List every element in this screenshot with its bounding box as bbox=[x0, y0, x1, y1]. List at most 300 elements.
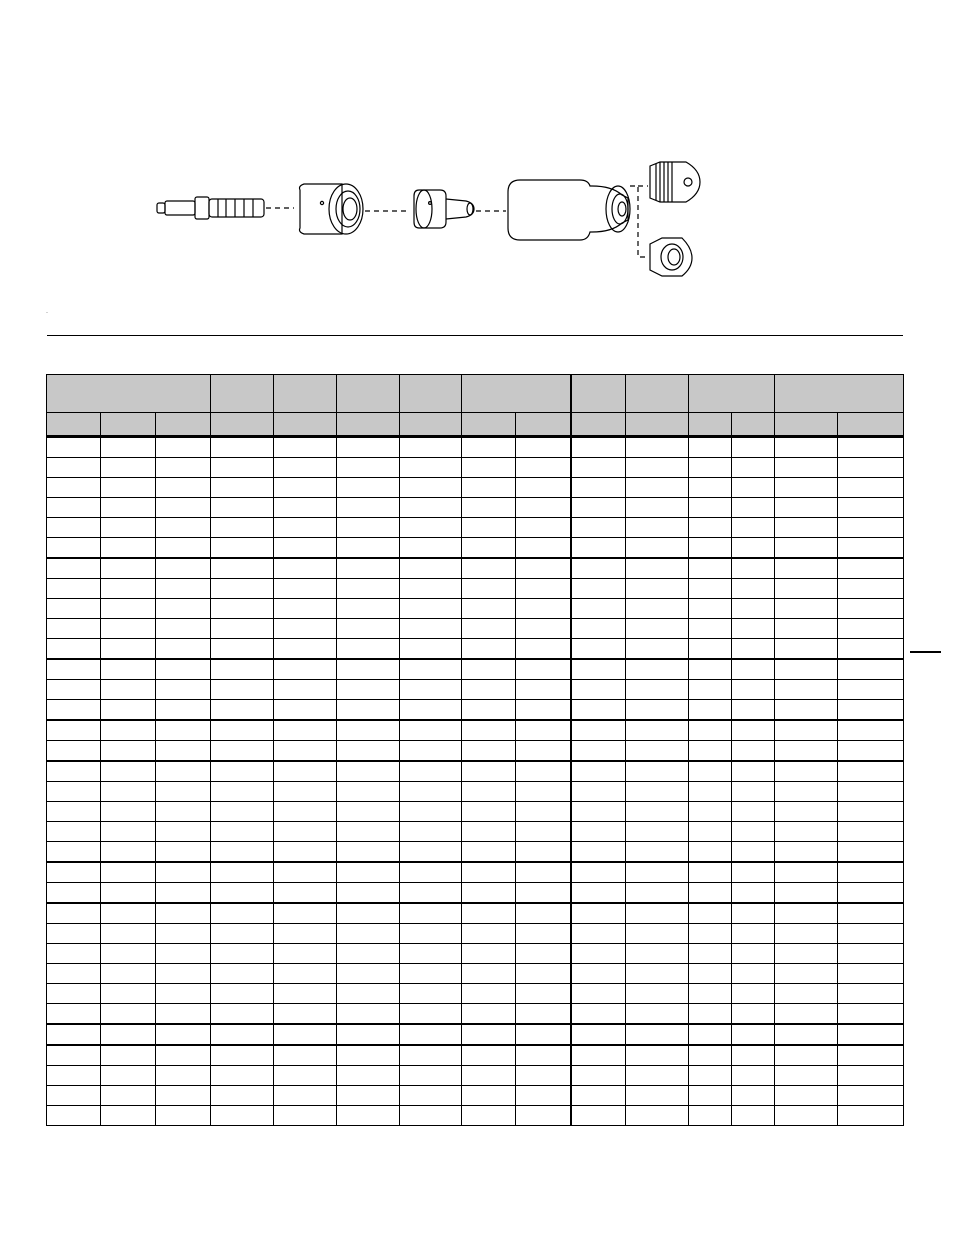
table-cell bbox=[47, 741, 101, 762]
table-cell bbox=[211, 458, 274, 478]
table-cell bbox=[462, 518, 516, 538]
table-cell bbox=[462, 538, 516, 559]
table-cell bbox=[47, 558, 101, 579]
table-cell bbox=[337, 680, 400, 700]
table-cell bbox=[732, 1086, 775, 1106]
table-cell bbox=[626, 498, 689, 518]
table-cell bbox=[732, 458, 775, 478]
table-cell bbox=[626, 1066, 689, 1086]
table-cell bbox=[337, 579, 400, 599]
table-cell bbox=[400, 700, 462, 721]
table-cell bbox=[274, 1066, 337, 1086]
table-cell bbox=[775, 944, 838, 964]
table-cell bbox=[274, 842, 337, 863]
table-cell bbox=[571, 599, 626, 619]
table-cell bbox=[101, 518, 156, 538]
table-cell bbox=[775, 720, 838, 741]
table-cell bbox=[47, 761, 101, 782]
table-cell bbox=[571, 944, 626, 964]
table-cell bbox=[689, 518, 732, 538]
table-cell bbox=[400, 862, 462, 883]
table-cell bbox=[337, 924, 400, 944]
table-cell bbox=[571, 984, 626, 1004]
table-cell bbox=[516, 478, 571, 498]
table-cell bbox=[337, 822, 400, 842]
table-cell bbox=[516, 498, 571, 518]
table-cell bbox=[274, 1045, 337, 1066]
table-cell bbox=[400, 579, 462, 599]
table-cell bbox=[101, 782, 156, 802]
table-cell bbox=[47, 518, 101, 538]
table-cell bbox=[516, 761, 571, 782]
table-row bbox=[47, 498, 904, 518]
table-cell bbox=[156, 659, 211, 680]
table-cell bbox=[400, 538, 462, 559]
subheader-cell bbox=[400, 413, 462, 437]
table-cell bbox=[400, 924, 462, 944]
table-cell bbox=[838, 903, 904, 924]
table-cell bbox=[274, 862, 337, 883]
table-cell bbox=[516, 639, 571, 660]
table-cell bbox=[462, 984, 516, 1004]
page-dot-mark: · bbox=[46, 310, 48, 316]
header-cell bbox=[400, 375, 462, 413]
table-cell bbox=[47, 822, 101, 842]
table-cell bbox=[462, 924, 516, 944]
table-cell bbox=[156, 518, 211, 538]
table-row bbox=[47, 1066, 904, 1086]
table-cell bbox=[462, 599, 516, 619]
table-cell bbox=[775, 842, 838, 863]
table-cell bbox=[47, 883, 101, 904]
table-cell bbox=[400, 599, 462, 619]
table-cell bbox=[626, 659, 689, 680]
table-cell bbox=[775, 538, 838, 559]
table-row bbox=[47, 538, 904, 559]
table-cell bbox=[400, 984, 462, 1004]
table-cell bbox=[571, 538, 626, 559]
table-cell bbox=[274, 700, 337, 721]
table-cell bbox=[101, 842, 156, 863]
table-cell bbox=[626, 741, 689, 762]
table-cell bbox=[274, 538, 337, 559]
table-cell bbox=[516, 538, 571, 559]
table-row bbox=[47, 659, 904, 680]
table-cell bbox=[838, 761, 904, 782]
subheader-cell bbox=[101, 413, 156, 437]
table-cell bbox=[400, 720, 462, 741]
table-cell bbox=[337, 659, 400, 680]
table-cell bbox=[626, 458, 689, 478]
table-cell bbox=[516, 924, 571, 944]
table-cell bbox=[337, 903, 400, 924]
table-cell bbox=[400, 498, 462, 518]
table-cell bbox=[775, 822, 838, 842]
table-cell bbox=[211, 619, 274, 639]
subheader-cell bbox=[689, 413, 732, 437]
table-cell bbox=[274, 1106, 337, 1126]
subheader-cell bbox=[838, 413, 904, 437]
table-cell bbox=[775, 1086, 838, 1106]
electrode-illustration bbox=[157, 197, 264, 219]
table-cell bbox=[337, 599, 400, 619]
table-row bbox=[47, 1086, 904, 1106]
table-cell bbox=[211, 741, 274, 762]
table-cell bbox=[101, 984, 156, 1004]
table-cell bbox=[400, 822, 462, 842]
table-cell bbox=[462, 1066, 516, 1086]
table-cell bbox=[626, 903, 689, 924]
subheader-cell bbox=[47, 413, 101, 437]
table-cell bbox=[516, 1045, 571, 1066]
table-cell bbox=[838, 619, 904, 639]
table-cell bbox=[337, 1024, 400, 1045]
table-row bbox=[47, 944, 904, 964]
table-cell bbox=[211, 944, 274, 964]
table-cell bbox=[626, 599, 689, 619]
table-cell bbox=[462, 964, 516, 984]
table-cell bbox=[732, 741, 775, 762]
table-cell bbox=[101, 903, 156, 924]
table-cell bbox=[211, 478, 274, 498]
table-cell bbox=[337, 1066, 400, 1086]
table-cell bbox=[775, 862, 838, 883]
table-cell bbox=[689, 822, 732, 842]
table-cell bbox=[400, 1106, 462, 1126]
table-cell bbox=[775, 680, 838, 700]
table-row bbox=[47, 822, 904, 842]
table-cell bbox=[838, 924, 904, 944]
table-cell bbox=[775, 659, 838, 680]
table-cell bbox=[400, 944, 462, 964]
subheader-cell bbox=[732, 413, 775, 437]
table-cell bbox=[516, 984, 571, 1004]
table-cell bbox=[689, 1045, 732, 1066]
table-row bbox=[47, 680, 904, 700]
table-cell bbox=[400, 741, 462, 762]
table-cell bbox=[211, 822, 274, 842]
table-cell bbox=[400, 619, 462, 639]
table-row bbox=[47, 619, 904, 639]
table-cell bbox=[337, 741, 400, 762]
table-cell bbox=[732, 1066, 775, 1086]
table-cell bbox=[626, 437, 689, 458]
table-cell bbox=[211, 518, 274, 538]
table-row bbox=[47, 599, 904, 619]
table-cell bbox=[462, 558, 516, 579]
table-row bbox=[47, 883, 904, 904]
table-cell bbox=[337, 944, 400, 964]
table-cell bbox=[156, 1106, 211, 1126]
table-cell bbox=[337, 478, 400, 498]
table-cell bbox=[274, 924, 337, 944]
table-cell bbox=[516, 842, 571, 863]
table-cell bbox=[101, 599, 156, 619]
table-cell bbox=[462, 720, 516, 741]
table-cell bbox=[732, 842, 775, 863]
table-cell bbox=[775, 518, 838, 538]
table-cell bbox=[689, 538, 732, 559]
table-cell bbox=[838, 1004, 904, 1025]
table-row bbox=[47, 458, 904, 478]
table-cell bbox=[400, 842, 462, 863]
table-cell bbox=[400, 761, 462, 782]
table-cell bbox=[571, 782, 626, 802]
table-cell bbox=[626, 478, 689, 498]
table-row bbox=[47, 984, 904, 1004]
table-cell bbox=[838, 659, 904, 680]
table-cell bbox=[689, 579, 732, 599]
table-cell bbox=[337, 883, 400, 904]
table-cell bbox=[732, 903, 775, 924]
table-cell bbox=[689, 984, 732, 1004]
table-row bbox=[47, 1045, 904, 1066]
subheader-cell bbox=[626, 413, 689, 437]
table-cell bbox=[156, 680, 211, 700]
table-cell bbox=[400, 680, 462, 700]
table-cell bbox=[211, 700, 274, 721]
table-cell bbox=[400, 558, 462, 579]
table-cell bbox=[211, 680, 274, 700]
table-cell bbox=[775, 579, 838, 599]
table-cell bbox=[101, 862, 156, 883]
table-cell bbox=[211, 802, 274, 822]
table-cell bbox=[838, 782, 904, 802]
table-cell bbox=[101, 659, 156, 680]
table-cell bbox=[571, 862, 626, 883]
header-cell bbox=[689, 375, 775, 413]
table-cell bbox=[689, 1024, 732, 1045]
table-cell bbox=[156, 1086, 211, 1106]
table-cell bbox=[337, 639, 400, 660]
table-cell bbox=[775, 924, 838, 944]
table-cell bbox=[775, 558, 838, 579]
table-cell bbox=[400, 883, 462, 904]
table-cell bbox=[337, 802, 400, 822]
table-cell bbox=[626, 700, 689, 721]
table-cell bbox=[838, 1045, 904, 1066]
table-cell bbox=[400, 437, 462, 458]
table-cell bbox=[156, 1024, 211, 1045]
table-cell bbox=[47, 437, 101, 458]
header-cell bbox=[337, 375, 400, 413]
table-cell bbox=[516, 720, 571, 741]
table-cell bbox=[400, 802, 462, 822]
table-cell bbox=[838, 599, 904, 619]
table-cell bbox=[775, 639, 838, 660]
table-cell bbox=[47, 944, 101, 964]
table-cell bbox=[156, 964, 211, 984]
table-cell bbox=[101, 538, 156, 559]
table-cell bbox=[689, 883, 732, 904]
table-cell bbox=[156, 700, 211, 721]
table-cell bbox=[462, 700, 516, 721]
table-cell bbox=[571, 842, 626, 863]
table-cell bbox=[626, 1086, 689, 1106]
table-cell bbox=[732, 700, 775, 721]
table-cell bbox=[516, 822, 571, 842]
table-cell bbox=[571, 659, 626, 680]
table-cell bbox=[626, 680, 689, 700]
table-row bbox=[47, 579, 904, 599]
table-cell bbox=[626, 924, 689, 944]
table-cell bbox=[47, 1045, 101, 1066]
table-cell bbox=[462, 579, 516, 599]
table-cell bbox=[516, 700, 571, 721]
table-cell bbox=[838, 437, 904, 458]
table-cell bbox=[732, 964, 775, 984]
table-cell bbox=[211, 639, 274, 660]
table-cell bbox=[689, 558, 732, 579]
table-cell bbox=[400, 1024, 462, 1045]
table-cell bbox=[156, 538, 211, 559]
table-cell bbox=[775, 802, 838, 822]
table-cell bbox=[274, 518, 337, 538]
table-row bbox=[47, 782, 904, 802]
table-cell bbox=[571, 639, 626, 660]
table-cell bbox=[571, 558, 626, 579]
table-cell bbox=[47, 802, 101, 822]
deflector-illustration bbox=[650, 238, 692, 276]
table-cell bbox=[838, 802, 904, 822]
table-cell bbox=[775, 458, 838, 478]
table-cell bbox=[337, 761, 400, 782]
table-cell bbox=[156, 883, 211, 904]
table-cell bbox=[775, 437, 838, 458]
table-cell bbox=[462, 862, 516, 883]
table-row bbox=[47, 1004, 904, 1025]
table-cell bbox=[462, 478, 516, 498]
table-cell bbox=[156, 782, 211, 802]
table-cell bbox=[274, 498, 337, 518]
table-cell bbox=[101, 700, 156, 721]
table-cell bbox=[689, 498, 732, 518]
table-cell bbox=[462, 659, 516, 680]
table-cell bbox=[626, 558, 689, 579]
table-cell bbox=[47, 478, 101, 498]
table-cell bbox=[571, 579, 626, 599]
table-cell bbox=[400, 1086, 462, 1106]
table-cell bbox=[211, 1106, 274, 1126]
table-cell bbox=[462, 1106, 516, 1126]
header-cell bbox=[47, 375, 211, 413]
table-cell bbox=[211, 883, 274, 904]
table-row bbox=[47, 1024, 904, 1045]
table-cell bbox=[626, 964, 689, 984]
table-cell bbox=[400, 458, 462, 478]
table-cell bbox=[689, 842, 732, 863]
table-cell bbox=[838, 984, 904, 1004]
table-cell bbox=[626, 862, 689, 883]
table-cell bbox=[775, 498, 838, 518]
table-cell bbox=[274, 1004, 337, 1025]
table-cell bbox=[732, 478, 775, 498]
table-cell bbox=[211, 558, 274, 579]
table-cell bbox=[838, 1086, 904, 1106]
table-cell bbox=[689, 478, 732, 498]
table-cell bbox=[689, 599, 732, 619]
subheader-cell bbox=[274, 413, 337, 437]
table-cell bbox=[689, 458, 732, 478]
table-cell bbox=[775, 984, 838, 1004]
table-cell bbox=[775, 478, 838, 498]
table-cell bbox=[156, 437, 211, 458]
table-cell bbox=[626, 944, 689, 964]
table-row bbox=[47, 964, 904, 984]
table-cell bbox=[211, 1045, 274, 1066]
table-cell bbox=[337, 700, 400, 721]
table-row bbox=[47, 558, 904, 579]
table-cell bbox=[47, 903, 101, 924]
table-cell bbox=[211, 782, 274, 802]
table-row bbox=[47, 518, 904, 538]
section-divider bbox=[47, 335, 903, 336]
table-cell bbox=[571, 761, 626, 782]
shield-illustration bbox=[650, 162, 700, 202]
table-cell bbox=[101, 458, 156, 478]
table-cell bbox=[274, 782, 337, 802]
table-cell bbox=[462, 1086, 516, 1106]
table-cell bbox=[211, 579, 274, 599]
table-cell bbox=[775, 1024, 838, 1045]
table-cell bbox=[732, 1045, 775, 1066]
table-cell bbox=[732, 822, 775, 842]
retaining-cap-illustration bbox=[508, 180, 630, 240]
table-row bbox=[47, 842, 904, 863]
table-cell bbox=[732, 599, 775, 619]
table-cell bbox=[516, 741, 571, 762]
table-cell bbox=[689, 639, 732, 660]
swirl-ring-illustration bbox=[300, 184, 364, 234]
table-cell bbox=[775, 761, 838, 782]
table-cell bbox=[571, 437, 626, 458]
table-cell bbox=[732, 680, 775, 700]
table-row bbox=[47, 437, 904, 458]
table-cell bbox=[156, 741, 211, 762]
subheader-cell bbox=[462, 413, 516, 437]
table-cell bbox=[732, 924, 775, 944]
table-cell bbox=[732, 639, 775, 660]
table-cell bbox=[626, 883, 689, 904]
table-cell bbox=[516, 1024, 571, 1045]
table-cell bbox=[571, 1086, 626, 1106]
table-cell bbox=[337, 984, 400, 1004]
table-cell bbox=[337, 619, 400, 639]
table-body bbox=[47, 437, 904, 1126]
table-cell bbox=[337, 720, 400, 741]
table-cell bbox=[689, 1004, 732, 1025]
table-cell bbox=[571, 458, 626, 478]
table-cell bbox=[689, 924, 732, 944]
table-cell bbox=[732, 1024, 775, 1045]
table-cell bbox=[838, 558, 904, 579]
table-cell bbox=[516, 458, 571, 478]
table-cell bbox=[626, 518, 689, 538]
table-cell bbox=[101, 1106, 156, 1126]
table-cell bbox=[689, 1086, 732, 1106]
table-cell bbox=[689, 862, 732, 883]
table-row bbox=[47, 700, 904, 721]
table-cell bbox=[838, 579, 904, 599]
table-cell bbox=[274, 619, 337, 639]
table-cell bbox=[400, 659, 462, 680]
table-cell bbox=[274, 1024, 337, 1045]
table-cell bbox=[211, 720, 274, 741]
table-cell bbox=[516, 518, 571, 538]
table-cell bbox=[156, 458, 211, 478]
table-cell bbox=[211, 862, 274, 883]
table-cell bbox=[462, 903, 516, 924]
